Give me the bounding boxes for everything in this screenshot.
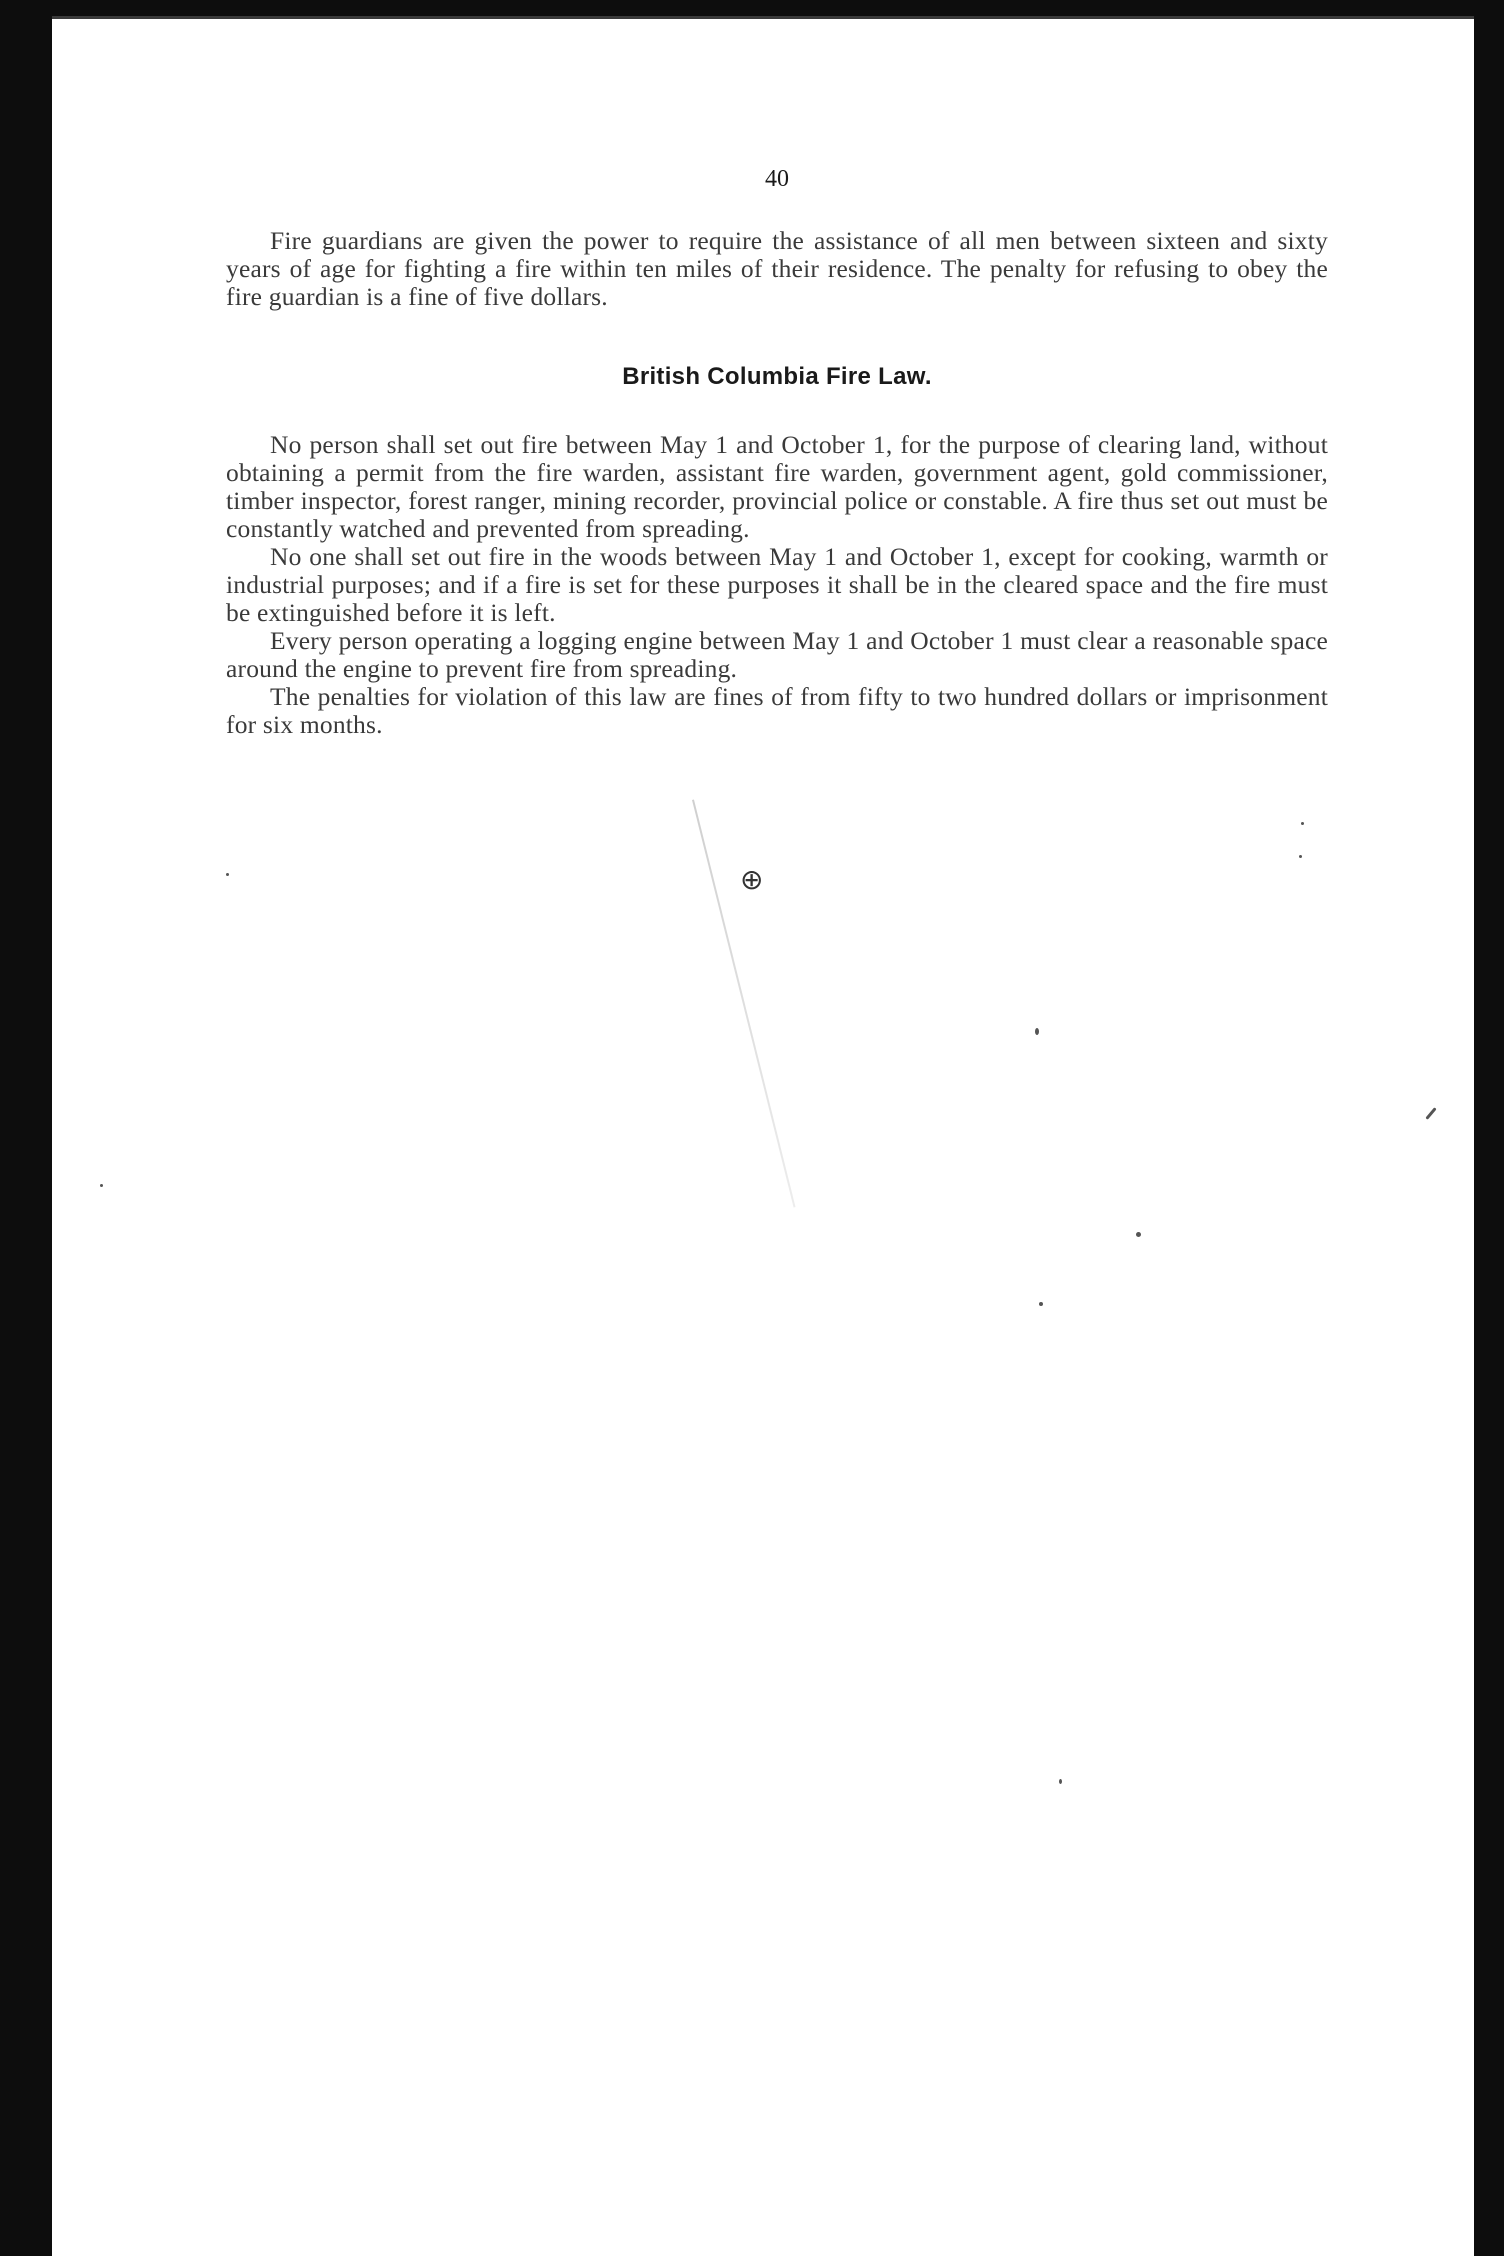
document-page [226, 150, 1328, 739]
scan-speck [1039, 1302, 1043, 1306]
law-paragraph-logging-engine: Every person operating a logging engine between May 1 and October 1 must clear a reasonable space around the engine to prevent fire from spreading. [226, 626, 1328, 683]
circled-plus-icon: ⊕ [740, 863, 764, 896]
law-paragraph-woods: No one shall set out fire in the woods between May 1 and October 1, except for cooking, warmth or industrial purposes; and if a fire is set for these purposes it shall be in the cleared space and the fire must be extinguished before it is left. [226, 542, 1328, 627]
scan-speck [1059, 1779, 1062, 1784]
scan-speck [1301, 822, 1304, 825]
scan-speck [1299, 855, 1302, 858]
section-title: British Columbia Fire Law. [622, 363, 932, 390]
scan-speck [1035, 1028, 1039, 1035]
scan-speck [226, 873, 229, 876]
law-paragraph-permit: No person shall set out fire between May 1 and October 1, for the purpose of clearing land, without obtaining a permit from the fire warden, assistant fire warden, government agent, gold commissioner, timber inspector, forest ranger, mining recorder, provincial police or constable. A fire thus set out must be constantly watched and prevented from spreading. [226, 430, 1328, 543]
scan-speck [100, 1184, 103, 1187]
scan-speck [1425, 1107, 1436, 1120]
intro-paragraph: Fire guardians are given the power to require the assistance of all men between sixteen and sixty years of age for fighting a fire within ten miles of their residence. The penalty for refusing to obey the fire guardian is a fine of five dollars. [226, 226, 1328, 311]
law-paragraph-penalties: The penalties for violation of this law are fines of from fifty to two hundred dollars or imprisonment for six months. [226, 682, 1328, 739]
page-number: 40 [765, 166, 789, 192]
scan-speck [1136, 1232, 1141, 1237]
scan-scratch [692, 800, 796, 1208]
